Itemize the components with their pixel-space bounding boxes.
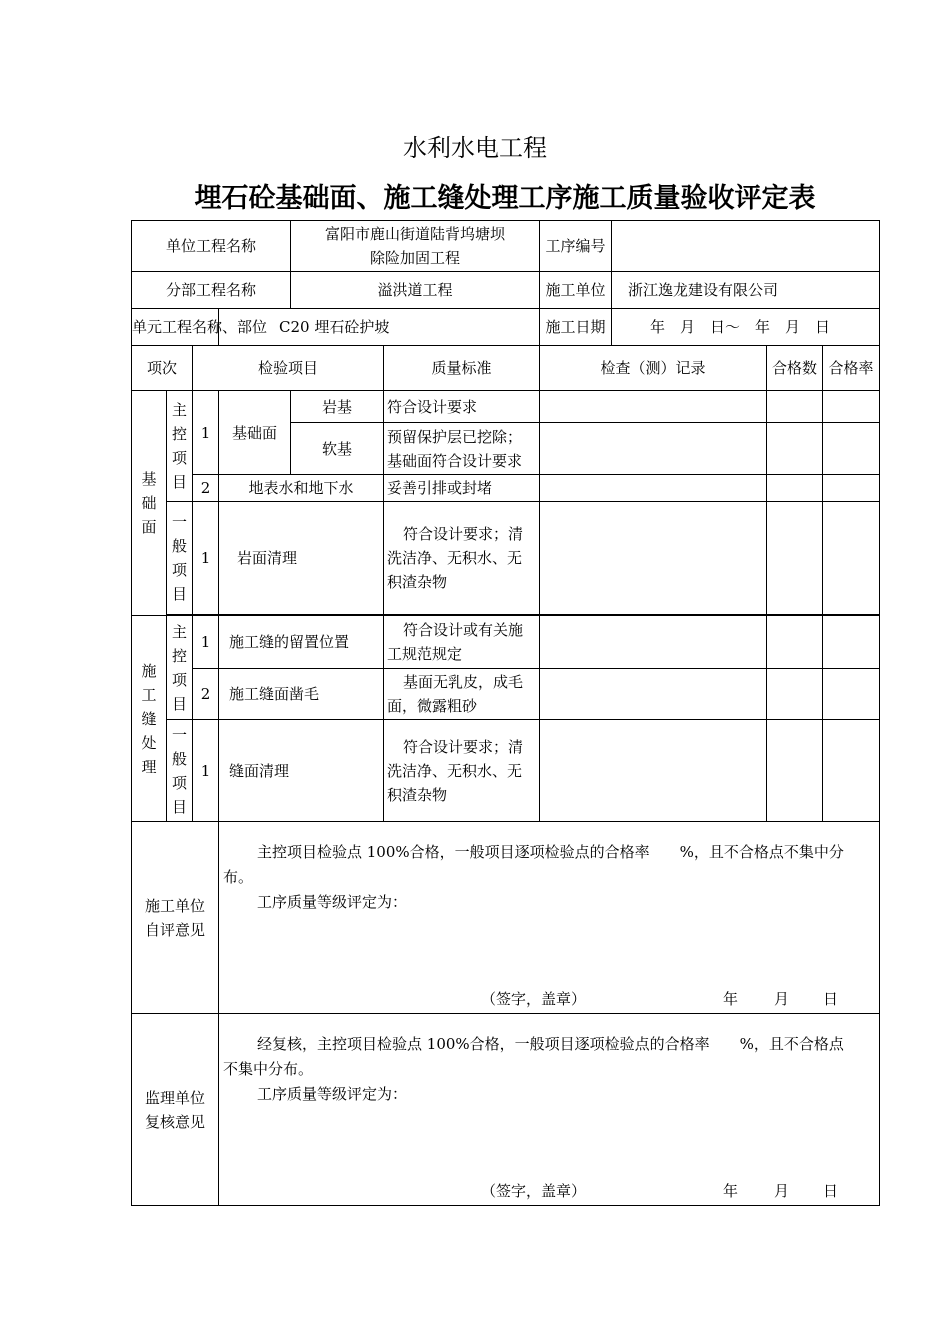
contractor-value: 浙江逸龙建设有限公司 xyxy=(628,281,779,299)
group-foundation: 基础面 xyxy=(132,391,167,616)
rate-cell xyxy=(823,616,880,669)
group-joint: 施工缝处理 xyxy=(132,616,167,822)
review-label: 监理单位 复核意见 xyxy=(132,1014,219,1206)
count-cell xyxy=(767,616,823,669)
self-eval-day: 日 xyxy=(823,990,839,1008)
sub-project-label: 分部工程名称 xyxy=(132,272,291,309)
table-row xyxy=(132,720,880,822)
check-item-joint-position: 施工缝的留置位置 xyxy=(219,616,384,669)
sub-item-soft: 软基 xyxy=(291,423,384,475)
item-no: 1 xyxy=(193,391,219,475)
item-no: 2 xyxy=(193,475,219,502)
count-cell xyxy=(767,720,823,822)
info-row-element xyxy=(132,309,880,346)
contractor-label: 施工单位 xyxy=(540,272,612,308)
process-no-label: 工序编号 xyxy=(540,221,612,271)
header-check-item: 检验项目 xyxy=(193,346,384,391)
standard-joint-roughening: 基面无乳皮，成毛 面，微露粗砂 xyxy=(384,669,540,720)
table-row xyxy=(132,669,880,720)
count-cell xyxy=(767,669,823,720)
review-text: 经复核，主控项目检验点 100%合格，一般项目逐项检验点的合格率 %，且不合格点 xyxy=(257,1035,844,1053)
sub-item-rock: 岩基 xyxy=(291,391,384,423)
record-cell xyxy=(540,720,767,822)
contractor-cell xyxy=(540,272,880,309)
check-item-joint-cleaning: 缝面清理 xyxy=(219,720,384,822)
table-row xyxy=(132,475,880,502)
record-cell xyxy=(540,423,767,475)
rate-cell xyxy=(823,669,880,720)
check-item-water: 地表水和地下水 xyxy=(219,475,384,502)
table-row xyxy=(132,502,880,615)
item-no: 1 xyxy=(193,502,219,615)
rate-cell xyxy=(823,391,880,423)
review-row xyxy=(132,1014,880,1206)
record-cell xyxy=(540,475,767,502)
review-opinion: 经复核，主控项目检验点 100%合格，一般项目逐项检验点的合格率 %，且不合格点 不集中分布。 工序质量等级评定为： （签字，盖章） 年 月 日 xyxy=(219,1014,880,1206)
self-eval-label: 施工单位 自评意见 xyxy=(132,822,219,1014)
evaluation-table xyxy=(131,220,880,1206)
record-cell xyxy=(540,616,767,669)
date-cell xyxy=(540,309,880,346)
process-no-value xyxy=(612,221,879,271)
standard-joint-position: 符合设计或有关施 工规范规定 xyxy=(384,616,540,669)
self-eval-month: 月 xyxy=(774,990,790,1008)
date-label: 施工日期 xyxy=(540,309,612,345)
element-value: C20 埋石砼护坡 xyxy=(219,309,540,346)
record-cell xyxy=(540,391,767,423)
group-joint-main: 主控项目 xyxy=(167,616,193,720)
review-sign: （签字，盖章） xyxy=(481,1182,587,1200)
self-eval-row xyxy=(132,822,880,1014)
element-label: 单元工程名称、部位 xyxy=(132,309,219,346)
standard-joint-cleaning: 符合设计要求；清 洗洁净、无积水、无 积渣杂物 xyxy=(384,720,540,822)
self-eval-opinion: 主控项目检验点 100%合格，一般项目逐项检验点的合格率 %，且不合格点不集中分 布。 工序质量等级评定为： （签字，盖章） 年 月 日 xyxy=(219,822,880,1014)
check-item-joint-roughening: 施工缝面凿毛 xyxy=(219,669,384,720)
count-cell xyxy=(767,391,823,423)
header-record: 检查（测）记录 xyxy=(540,346,767,391)
column-header-row xyxy=(132,346,880,391)
group-joint-general: 一般项目 xyxy=(167,720,193,822)
check-item-foundation: 基础面 xyxy=(219,391,291,475)
table-row xyxy=(132,391,880,423)
record-cell xyxy=(540,502,767,615)
standard-rock: 符合设计要求 xyxy=(384,391,540,423)
unit-project-value: 富阳市鹿山街道陆背坞塘坝 除险加固工程 xyxy=(291,221,540,272)
unit-project-label: 单位工程名称 xyxy=(132,221,291,272)
record-cell xyxy=(540,669,767,720)
check-item-rock-cleaning: 岩面清理 xyxy=(219,502,384,615)
standard-soft: 预留保护层已挖除； 基础面符合设计要求 xyxy=(384,423,540,475)
review-month: 月 xyxy=(774,1182,790,1200)
process-no-cell xyxy=(540,221,880,272)
count-cell xyxy=(767,423,823,475)
rate-cell xyxy=(823,720,880,822)
date-value: 年 月 日～ 年 月 日 xyxy=(650,318,831,336)
self-eval-text: 主控项目检验点 100%合格，一般项目逐项检验点的合格率 %，且不合格点不集中分 xyxy=(257,843,844,861)
sub-project-value: 溢洪道工程 xyxy=(291,272,540,309)
table-row xyxy=(132,616,880,669)
rate-cell xyxy=(823,423,880,475)
review-day: 日 xyxy=(823,1182,839,1200)
document-title: 埋石砼基础面、施工缝处理工序施工质量验收评定表 xyxy=(194,183,816,214)
header-qualified-rate: 合格率 xyxy=(823,346,880,391)
info-row-unit-project xyxy=(132,221,880,272)
count-cell xyxy=(767,475,823,502)
header-item-no: 项次 xyxy=(132,346,193,391)
item-no: 1 xyxy=(193,720,219,822)
document-category: 水利水电工程 xyxy=(403,134,547,162)
rate-cell xyxy=(823,475,880,502)
self-eval-year: 年 xyxy=(723,990,739,1008)
group-foundation-main: 主控项目 xyxy=(167,391,193,502)
group-foundation-general: 一般项目 xyxy=(167,502,193,615)
standard-water: 妥善引排或封堵 xyxy=(384,475,540,502)
item-no: 2 xyxy=(193,669,219,720)
self-eval-sign: （签字，盖章） xyxy=(481,990,587,1008)
review-year: 年 xyxy=(723,1182,739,1200)
count-cell xyxy=(767,502,823,615)
header-standard: 质量标准 xyxy=(384,346,540,391)
item-no: 1 xyxy=(193,616,219,669)
header-qualified-count: 合格数 xyxy=(767,346,823,391)
standard-rock-cleaning: 符合设计要求；清 洗洁净、无积水、无 积渣杂物 xyxy=(384,502,540,615)
info-row-sub-project xyxy=(132,272,880,309)
rate-cell xyxy=(823,502,880,615)
